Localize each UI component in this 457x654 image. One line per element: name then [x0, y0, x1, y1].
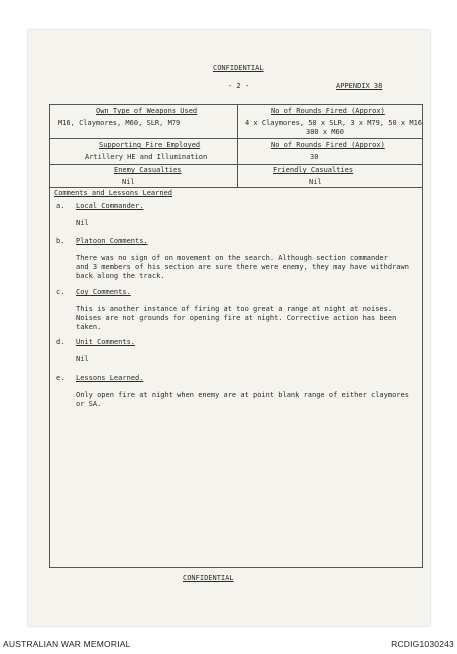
- classification-header: CONFIDENTIAL: [213, 64, 264, 72]
- item-c-title: Coy Comments.: [76, 288, 131, 296]
- comments-heading: Comments and Lessons Learned: [54, 189, 173, 197]
- item-c-line-1: This is another instance of firing at too great a range at night at noises.: [76, 305, 393, 313]
- page-number: - 2 -: [228, 82, 250, 90]
- item-d-body: Nil: [76, 355, 89, 363]
- own-weapons-value: M16, Claymores, M60, SLR, M79: [58, 119, 181, 127]
- item-a-body: Nil: [76, 219, 89, 227]
- item-d-letter: d.: [56, 338, 65, 346]
- row-divider: [50, 187, 422, 188]
- row-divider: [50, 164, 422, 165]
- classification-footer: CONFIDENTIAL: [183, 574, 234, 582]
- friendly-casualties-value: Nil: [309, 178, 322, 186]
- rounds-fired-value-1: 4 x Claymores, 50 x SLR, 3 x M79, 50 x M16: [245, 119, 423, 127]
- column-divider: [237, 105, 238, 187]
- item-b-line-3: back along the track.: [76, 272, 165, 280]
- item-e-letter: e.: [56, 374, 65, 382]
- item-b-line-2: and 3 members of his section are sure there were enemy, they may have withdrawn: [76, 263, 409, 271]
- enemy-casualties-value: Nil: [122, 178, 135, 186]
- item-e-line-2: or SA.: [76, 400, 102, 408]
- archive-reference: RCDIG1030243: [391, 639, 454, 649]
- item-c-letter: c.: [56, 288, 65, 296]
- row-divider: [50, 138, 422, 139]
- rounds-fired-value-2: 300 x M60: [306, 128, 344, 136]
- own-weapons-header: Own Type of Weapons Used: [96, 107, 198, 115]
- report-table: [49, 104, 423, 568]
- enemy-casualties-header: Enemy Casualties: [114, 166, 182, 174]
- item-c-line-2: Noises are not grounds for opening fire at night. Corrective action has been: [76, 314, 397, 322]
- rounds-fired-header: No of Rounds Fired (Approx): [271, 107, 385, 115]
- item-b-letter: b.: [56, 237, 65, 245]
- item-b-title: Platoon Comments.: [76, 237, 148, 245]
- support-rounds-header: No of Rounds Fired (Approx): [271, 141, 385, 149]
- item-c-line-3: taken.: [76, 323, 102, 331]
- item-d-title: Unit Comments.: [76, 338, 136, 346]
- supporting-fire-header: Supporting Fire Employed: [99, 141, 201, 149]
- item-e-line-1: Only open fire at night when enemy are at point blank range of either claymores: [76, 391, 409, 399]
- item-a-letter: a.: [56, 202, 65, 210]
- item-b-line-1: There was no sign of on movement on the search. Although section commander: [76, 254, 388, 262]
- friendly-casualties-header: Friendly Casualties: [273, 166, 354, 174]
- support-rounds-value: 30: [310, 153, 319, 161]
- appendix-label: APPENDIX 38: [336, 82, 383, 90]
- item-a-title: Local Commander.: [76, 202, 144, 210]
- supporting-fire-value: Artillery HE and Illumination: [85, 153, 208, 161]
- item-e-title: Lessons Learned.: [76, 374, 144, 382]
- archive-name: AUSTRALIAN WAR MEMORIAL: [3, 639, 131, 649]
- archive-strip: [0, 636, 457, 654]
